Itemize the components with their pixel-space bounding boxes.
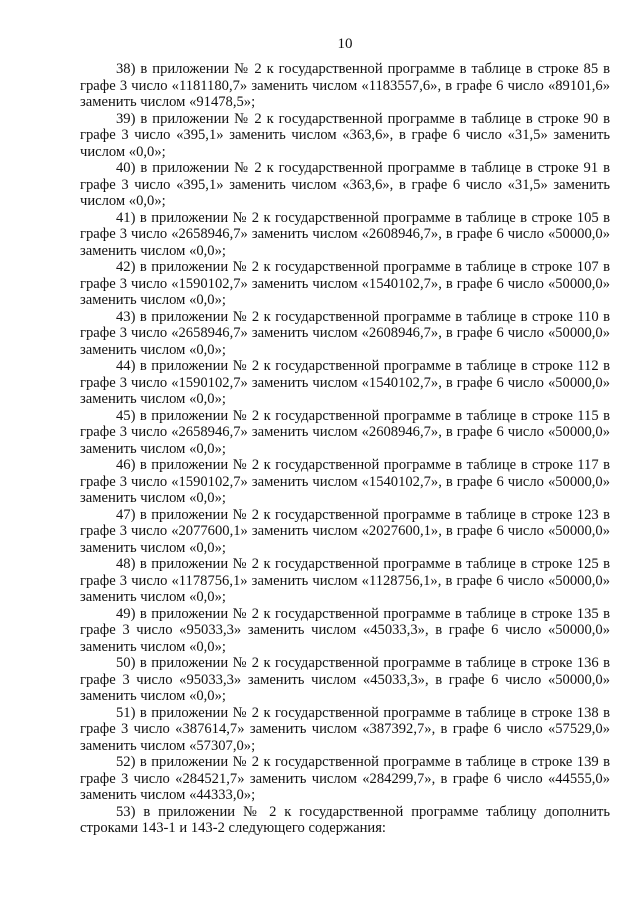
amendment-item-39: 39) в приложении № 2 к государственной программе в таблице в строке 90 в графе 3 число «395,1» заменить числом «363,6», в графе 6 число «31,5» заменить числом «0,0»; xyxy=(80,110,610,160)
amendment-item-52: 52) в приложении № 2 к государственной программе в таблице в строке 139 в графе 3 число «284521,7» заменить числом «284299,7», в графе 6 число «44555,0» заменить числом «44333,0»; xyxy=(80,754,610,803)
amendment-item-43: 43) в приложении № 2 к государственной программе в таблице в строке 110 в графе 3 число «2658946,7» заменить числом «2608946,7», в графе 6 число «50000,0» заменить числом «0,0»; xyxy=(80,308,610,358)
amendment-item-49: 49) в приложении № 2 к государственной программе в таблице в строке 135 в графе 3 число «95033,3» заменить числом «45033,3», в графе 6 число «50000,0» заменить числом «0,0»; xyxy=(80,605,610,655)
amendment-item-38: 38) в приложении № 2 к государственной программе в таблице в строке 85 в графе 3 число «1181180,7» заменить числом «1183557,6», в графе 6 число «89101,6» заменить числом «91478,5»; xyxy=(80,61,610,110)
amendment-item-46: 46) в приложении № 2 к государственной программе в таблице в строке 117 в графе 3 число «1590102,7» заменить числом «1540102,7», в графе 6 число «50000,0» заменить числом «0,0»; xyxy=(80,457,610,506)
amendment-item-51: 51) в приложении № 2 к государственной программе в таблице в строке 138 в графе 3 число «387614,7» заменить числом «387392,7», в графе 6 число «57529,0» заменить числом «57307,0»; xyxy=(80,704,610,754)
document-page xyxy=(80,36,610,837)
amendment-item-40: 40) в приложении № 2 к государственной программе в таблице в строке 91 в графе 3 число «395,1» заменить числом «363,6», в графе 6 число «31,5» заменить числом «0,0»; xyxy=(80,160,610,209)
amendment-item-42: 42) в приложении № 2 к государственной программе в таблице в строке 107 в графе 3 число «1590102,7» заменить числом «1540102,7», в графе 6 число «50000,0» заменить числом «0,0»; xyxy=(80,259,610,308)
amendment-item-45: 45) в приложении № 2 к государственной программе в таблице в строке 115 в графе 3 число «2658946,7» заменить числом «2608946,7», в графе 6 число «50000,0» заменить числом «0,0»; xyxy=(80,407,610,457)
amendment-list xyxy=(80,61,610,837)
page-number: 10 xyxy=(337,36,353,52)
amendment-item-41: 41) в приложении № 2 к государственной программе в таблице в строке 105 в графе 3 число «2658946,7» заменить числом «2608946,7», в графе 6 число «50000,0» заменить числом «0,0»; xyxy=(80,209,610,259)
amendment-item-50: 50) в приложении № 2 к государственной программе в таблице в строке 136 в графе 3 число «95033,3» заменить числом «45033,3», в графе 6 число «50000,0» заменить числом «0,0»; xyxy=(80,655,610,704)
amendment-item-47: 47) в приложении № 2 к государственной программе в таблице в строке 123 в графе 3 число «2077600,1» заменить числом «2027600,1», в графе 6 число «50000,0» заменить числом «0,0»; xyxy=(80,506,610,556)
amendment-item-48: 48) в приложении № 2 к государственной программе в таблице в строке 125 в графе 3 число «1178756,1» заменить числом «1128756,1», в графе 6 число «50000,0» заменить числом «0,0»; xyxy=(80,556,610,605)
amendment-item-53: 53) в приложении № 2 к государственной программе таблицу дополнить строками 143-1 и 143-2 следующего содержания: xyxy=(80,803,610,836)
amendment-item-44: 44) в приложении № 2 к государственной программе в таблице в строке 112 в графе 3 число «1590102,7» заменить числом «1540102,7», в графе 6 число «50000,0» заменить числом «0,0»; xyxy=(80,358,610,407)
